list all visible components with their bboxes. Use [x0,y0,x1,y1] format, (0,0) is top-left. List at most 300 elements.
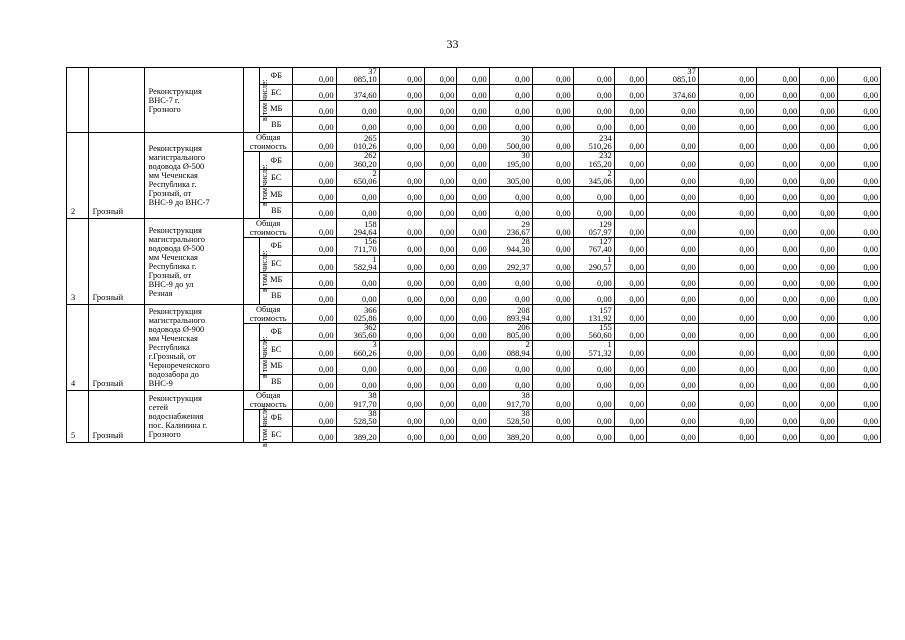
cell-value: 262 360,20 [336,152,379,169]
cell-value: 0,00 [336,273,379,289]
cell-value: 2 088,94 [489,341,532,358]
total-value: 0,00 [457,390,489,409]
cell-value: 0,00 [698,427,756,443]
project-name: Реконструкция магистрального водовода Ø-500 мм Чеченская Республика г. Грозный, от ВНС-9 до ул Резная [144,219,243,305]
funding-source: ВБ [259,289,292,305]
cell-value: 0,00 [837,238,880,255]
cell-value: 0,00 [532,238,573,255]
funding-source: МБ [259,358,292,374]
cell-value: 0,00 [379,85,424,101]
cell-value: 0,00 [293,85,336,101]
cell-value: 0,00 [573,289,614,305]
cell-value: 0,00 [379,273,424,289]
cell-value: 0,00 [532,117,573,133]
cell-value: 0,00 [379,169,424,186]
funding-source: ВБ [259,374,292,390]
cell-value: 0,00 [698,101,756,117]
cell-value: 0,00 [424,409,456,426]
total-value: 0,00 [800,133,838,152]
cell-value: 0,00 [336,187,379,203]
cell-value: 0,00 [457,255,489,272]
total-value: 0,00 [424,305,456,324]
cell-value: 37 085,10 [647,68,699,85]
cell-value: 0,00 [800,273,838,289]
cell-value: 0,00 [532,409,573,426]
cell-value: 0,00 [614,203,646,219]
cell-value: 0,00 [614,341,646,358]
cell-value: 0,00 [457,374,489,390]
total-value: 0,00 [424,390,456,409]
cell-value: 0,00 [489,68,532,85]
project-total-row [67,219,881,238]
cell-value: 0,00 [800,409,838,426]
total-value: 234 510,26 [573,133,614,152]
cell-value: 0,00 [379,341,424,358]
cell-value: 0,00 [800,187,838,203]
cell-value: 0,00 [698,203,756,219]
cell-value: 1 571,32 [573,341,614,358]
cell-value: 0,00 [424,255,456,272]
cell-value: 0,00 [457,117,489,133]
total-value: 0,00 [457,305,489,324]
cell-value: 0,00 [647,255,699,272]
funding-source: ВБ [259,117,292,133]
total-label: Общая стоимость [243,133,293,152]
cell-value: 0,00 [573,409,614,426]
cell-value: 0,00 [532,255,573,272]
cell-value: 0,00 [837,409,880,426]
cell-value: 0,00 [698,409,756,426]
cell-value: 37 085,10 [336,68,379,85]
cell-value: 0,00 [698,289,756,305]
cell-value: 0,00 [489,117,532,133]
cell-value: 0,00 [489,101,532,117]
cell-value: 0,00 [293,187,336,203]
cell-value: 0,00 [837,255,880,272]
total-value: 366 025,86 [336,305,379,324]
cell-value: 0,00 [457,324,489,341]
cell-value: 0,00 [698,238,756,255]
cell-value: 0,00 [424,152,456,169]
cell-value: 0,00 [293,273,336,289]
cell-value: 0,00 [647,374,699,390]
cell-value: 0,00 [647,358,699,374]
cell-value: 0,00 [457,289,489,305]
cell-value: 0,00 [424,117,456,133]
cell-value: 0,00 [757,358,800,374]
cell-value: 0,00 [293,169,336,186]
cell-value: 0,00 [757,187,800,203]
cell-value: 0,00 [532,101,573,117]
cell-value: 0,00 [614,169,646,186]
cell-value: 0,00 [424,374,456,390]
cell-value: 0,00 [457,427,489,443]
cell-value: 0,00 [614,68,646,85]
total-value: 0,00 [532,219,573,238]
cell-value: 0,00 [532,68,573,85]
sub-label-text: в том числе: [259,250,269,292]
cell-value: 0,00 [698,374,756,390]
cell-value: 0,00 [837,101,880,117]
cell-value: 0,00 [424,203,456,219]
cell-value: 0,00 [800,341,838,358]
total-value: 0,00 [614,219,646,238]
cell-value: 0,00 [800,101,838,117]
funding-source: ФБ [259,409,292,426]
total-value: 0,00 [698,305,756,324]
cell-value: 0,00 [800,169,838,186]
total-value: 0,00 [614,133,646,152]
total-value: 0,00 [800,219,838,238]
funding-source: БС [259,427,292,443]
total-value: 30 500,00 [489,133,532,152]
cell-value: 0,00 [379,187,424,203]
cell-value: 0,00 [424,341,456,358]
cell-value: 0,00 [800,324,838,341]
project-city: Грозный [88,390,144,442]
cell-value: 0,00 [293,374,336,390]
cell-value: 0,00 [457,169,489,186]
cell-value: 0,00 [293,68,336,85]
cell-value: 0,00 [293,324,336,341]
cell-value: 28 944,30 [489,238,532,255]
cell-value: 0,00 [532,358,573,374]
total-value: 0,00 [379,219,424,238]
cell-value: 0,00 [614,358,646,374]
cell-value: 0,00 [457,85,489,101]
total-value: 0,00 [757,133,800,152]
cell-value: 0,00 [424,289,456,305]
total-value: 0,00 [698,390,756,409]
cell-value: 0,00 [647,427,699,443]
cell-value: 0,00 [614,409,646,426]
budget-table-body [67,67,881,447]
cell-value: 0,00 [424,273,456,289]
cell-value: 127 767,40 [573,238,614,255]
cell-value: 0,00 [293,203,336,219]
cell-value: 0,00 [532,374,573,390]
cell-value: 0,00 [647,273,699,289]
total-value: 0,00 [837,390,880,409]
cell-value: 0,00 [837,169,880,186]
budget-table [66,67,881,447]
cell-value: 0,00 [532,85,573,101]
funding-source: МБ [259,101,292,117]
total-value: 0,00 [532,390,573,409]
cell-value: 0,00 [614,273,646,289]
cell-value: 38 528,50 [489,409,532,426]
cell-value: 0,00 [614,187,646,203]
cell-value: 0,00 [698,68,756,85]
cell-value: 0,00 [532,341,573,358]
project-name: Реконструкция сетей водоснабжения пос. Калинина г. Грозного [144,390,243,442]
total-value: 0,00 [800,305,838,324]
cell-value: 1 582,94 [336,255,379,272]
project-city [88,68,144,133]
cell-value: 0,00 [614,85,646,101]
funding-source: ФБ [259,152,292,169]
cell-value: 0,00 [424,358,456,374]
cell-value: 0,00 [336,101,379,117]
cell-value: 0,00 [573,101,614,117]
cell-value: 155 560,60 [573,324,614,341]
cell-value: 0,00 [424,101,456,117]
cell-value: 0,00 [573,117,614,133]
project-name: Реконструкция магистрального водовода Ø-500 мм Чеченская Республика г. Грозный, от ВНС-9 до ВНС-7 [144,133,243,219]
cell-value: 0,00 [647,152,699,169]
cell-value: 0,00 [800,374,838,390]
cell-value: 0,00 [837,85,880,101]
cell-value: 0,00 [757,238,800,255]
cell-value: 0,00 [614,289,646,305]
cell-value: 0,00 [293,117,336,133]
cell-value: 0,00 [457,238,489,255]
cell-value: 0,00 [379,68,424,85]
cell-value: 0,00 [800,238,838,255]
cell-value: 0,00 [532,324,573,341]
total-value: 29 236,67 [489,219,532,238]
cell-value: 0,00 [647,324,699,341]
cell-value: 1 290,57 [573,255,614,272]
cell-value: 0,00 [573,427,614,443]
cell-value: 0,00 [757,203,800,219]
cell-value: 0,00 [379,117,424,133]
cell-value: 0,00 [698,341,756,358]
cell-value: 0,00 [532,273,573,289]
total-value: 0,00 [424,133,456,152]
cell-value: 3 660,26 [336,341,379,358]
total-label: Общая стоимость [243,305,293,324]
total-value: 0,00 [532,133,573,152]
cell-value: 0,00 [532,152,573,169]
cell-value: 0,00 [573,68,614,85]
cell-value: 0,00 [336,203,379,219]
cell-value: 0,00 [647,101,699,117]
total-value: 0,00 [532,305,573,324]
total-value: 0,00 [647,133,699,152]
total-value: 0,00 [837,219,880,238]
total-value: 0,00 [647,305,699,324]
cell-value: 0,00 [489,85,532,101]
cell-value: 0,00 [379,255,424,272]
cell-value: 0,00 [647,409,699,426]
cell-value: 0,00 [698,85,756,101]
total-value: 0,00 [614,305,646,324]
cell-value: 0,00 [293,427,336,443]
cell-value: 0,00 [837,427,880,443]
cell-value: 0,00 [757,255,800,272]
cell-value: 0,00 [293,341,336,358]
cell-value: 0,00 [837,187,880,203]
total-value: 0,00 [698,133,756,152]
cell-value: 292,37 [489,255,532,272]
cell-value: 0,00 [293,152,336,169]
cell-value: 0,00 [573,203,614,219]
cell-value: 0,00 [379,427,424,443]
cell-value: 0,00 [757,152,800,169]
funding-source: БС [259,85,292,101]
sub-label-vertical [243,68,269,133]
cell-value: 0,00 [837,117,880,133]
cell-value: 0,00 [757,101,800,117]
cell-value: 0,00 [647,341,699,358]
cell-value: 0,00 [293,289,336,305]
cell-value: 0,00 [457,68,489,85]
cell-value: 0,00 [457,273,489,289]
cell-value: 0,00 [293,409,336,426]
cell-value: 0,00 [757,324,800,341]
cell-value: 0,00 [757,273,800,289]
total-value: 208 893,94 [489,305,532,324]
cell-value: 0,00 [457,187,489,203]
cell-value: 0,00 [757,117,800,133]
cell-value: 0,00 [532,169,573,186]
cell-value: 0,00 [698,187,756,203]
cell-value: 0,00 [489,289,532,305]
project-total-row [67,390,881,409]
cell-value: 0,00 [379,152,424,169]
cell-value: 0,00 [614,324,646,341]
total-value: 129 057,97 [573,219,614,238]
cell-value: 0,00 [800,85,838,101]
cell-value: 0,00 [457,358,489,374]
cell-value: 0,00 [336,117,379,133]
total-value: 0,00 [293,219,336,238]
cell-value: 0,00 [336,358,379,374]
cell-value: 0,00 [614,101,646,117]
cell-value: 0,00 [573,273,614,289]
project-total-row [67,133,881,152]
sub-label-vertical [243,324,269,391]
total-value: 0,00 [647,219,699,238]
cell-value: 0,00 [614,238,646,255]
cell-value: 0,00 [647,238,699,255]
total-label: Общая стоимость [243,219,293,238]
cell-value: 0,00 [757,289,800,305]
project-number: 2 [67,133,89,219]
total-value: 158 294,64 [336,219,379,238]
cell-value: 0,00 [800,358,838,374]
cell-value: 0,00 [424,85,456,101]
total-value: 157 131,92 [573,305,614,324]
cell-value: 0,00 [837,273,880,289]
total-value: 0,00 [757,305,800,324]
total-value: 0,00 [379,390,424,409]
cell-value: 0,00 [293,358,336,374]
sub-label-text: в том числе: [259,79,269,122]
cell-value: 0,00 [457,101,489,117]
project-number: 3 [67,219,89,305]
cell-value: 374,60 [336,85,379,101]
cell-value: 389,20 [336,427,379,443]
cell-value: 0,00 [489,358,532,374]
project-city: Грозный [88,219,144,305]
total-value: 0,00 [457,133,489,152]
cell-value: 0,00 [379,101,424,117]
cell-value: 0,00 [573,85,614,101]
cell-value: 0,00 [424,187,456,203]
cell-value: 0,00 [757,341,800,358]
cell-value: 0,00 [489,273,532,289]
cell-value: 0,00 [647,203,699,219]
cell-value: 0,00 [379,358,424,374]
funding-row [67,68,881,85]
cell-value: 0,00 [698,255,756,272]
project-city: Грозный [88,305,144,391]
sub-label-text: в том числе: [259,164,269,207]
total-value: 0,00 [293,133,336,152]
cell-value: 0,00 [532,289,573,305]
cell-value: 0,00 [532,427,573,443]
cell-value: 374,60 [647,85,699,101]
cell-value: 0,00 [757,374,800,390]
total-value: 0,00 [379,305,424,324]
cell-value: 0,00 [837,203,880,219]
total-value: 0,00 [379,133,424,152]
project-number [67,68,89,133]
total-value: 0,00 [800,390,838,409]
sub-label-vertical [243,238,269,305]
total-value: 38 917,70 [489,390,532,409]
cell-value: 0,00 [614,255,646,272]
cell-value: 0,00 [647,169,699,186]
total-value: 0,00 [698,219,756,238]
cell-value: 0,00 [489,374,532,390]
cell-value: 0,00 [379,203,424,219]
cell-value: 0,00 [800,255,838,272]
sub-label-text: в том числе: [259,405,269,447]
cell-value: 0,00 [293,101,336,117]
cell-value: 0,00 [698,169,756,186]
cell-value: 2 650,06 [336,169,379,186]
cell-value: 0,00 [647,289,699,305]
cell-value: 0,00 [293,238,336,255]
cell-value: 389,20 [489,427,532,443]
cell-value: 0,00 [489,187,532,203]
cell-value: 0,00 [698,358,756,374]
cell-value: 0,00 [757,169,800,186]
cell-value: 0,00 [614,152,646,169]
cell-value: 0,00 [532,187,573,203]
cell-value: 0,00 [379,324,424,341]
sub-label-text: в том числе: [259,336,269,378]
total-value: 0,00 [647,390,699,409]
cell-value: 232 165,20 [573,152,614,169]
total-value: 0,00 [293,305,336,324]
cell-value: 0,00 [800,203,838,219]
cell-value: 0,00 [800,68,838,85]
cell-value: 0,00 [800,117,838,133]
funding-source: МБ [259,273,292,289]
cell-value: 0,00 [532,203,573,219]
cell-value: 0,00 [837,152,880,169]
cell-value: 0,00 [336,374,379,390]
cell-value: 30 195,00 [489,152,532,169]
cell-value: 0,00 [573,374,614,390]
funding-source: БС [259,255,292,272]
cell-value: 206 805,00 [489,324,532,341]
project-name: Реконструкция ВНС-7 г. Грозного [144,68,243,133]
project-number: 4 [67,305,89,391]
total-value: 0,00 [837,305,880,324]
cell-value: 0,00 [698,152,756,169]
total-value: 0,00 [457,219,489,238]
cell-value: 0,00 [837,289,880,305]
cell-value: 0,00 [573,187,614,203]
cell-value: 0,00 [424,238,456,255]
funding-source: БС [259,169,292,186]
cell-value: 0,00 [293,255,336,272]
